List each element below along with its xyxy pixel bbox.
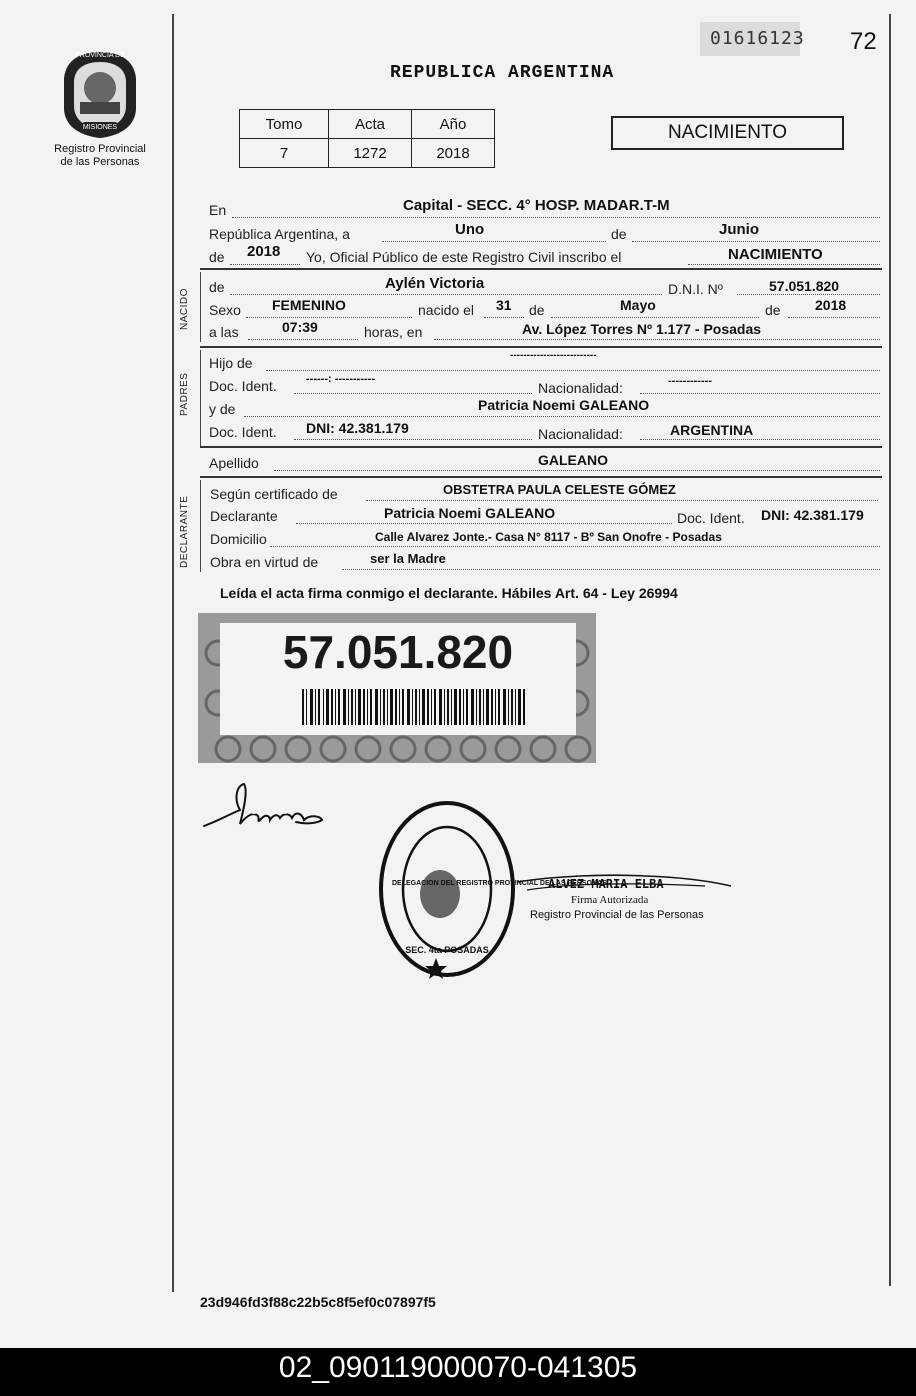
de-label-1: de — [611, 226, 627, 242]
registration-day: Uno — [455, 221, 485, 238]
birth-year: 2018 — [815, 297, 847, 313]
declarant-doc-label: Doc. Ident. — [677, 510, 745, 526]
en-label: En — [209, 202, 227, 218]
birth-month: Mayo — [620, 297, 656, 313]
registration-year: 2018 — [247, 243, 281, 260]
declarant-name: Patricia Noemi GALEANO — [384, 505, 556, 521]
child-name: Aylén Victoria — [385, 275, 485, 292]
mother-doc: DNI: 42.381.179 — [306, 420, 409, 436]
official-name: ALVEZ MARIA ELBA — [548, 877, 664, 891]
domicilio-label: Domicilio — [210, 531, 267, 547]
barcode — [302, 689, 526, 725]
logo-text-bottom: MISIONES — [82, 124, 118, 131]
apellido-value: GALEANO — [538, 452, 608, 468]
cert-label: Según certificado de — [210, 486, 338, 502]
dni-sticker — [198, 613, 596, 763]
de-label-3: de — [209, 279, 225, 295]
declarant-doc: DNI: 42.381.179 — [761, 507, 864, 523]
declarant-signature-text: Galeano — [250, 806, 288, 817]
padres-section-label: PADRES — [179, 372, 190, 416]
official-office: Registro Provincial de las Personas — [530, 909, 704, 921]
table-value-acta: 1272 — [329, 139, 412, 168]
certificate-issuer: OBSTETRA PAULA CELESTE GÓMEZ — [443, 482, 676, 497]
mother-doc-label: Doc. Ident. — [209, 424, 277, 440]
table-value-tomo: 7 — [240, 139, 329, 168]
file-id: 02_090119000070-041305 — [278, 1351, 638, 1384]
father-nationality: ------------ — [668, 375, 712, 387]
nacido-section-label: NACIDO — [179, 288, 190, 330]
hijo-de-label: Hijo de — [209, 355, 253, 371]
republica-label: República Argentina, a — [209, 226, 350, 242]
declarante-section-label: DECLARANTE — [179, 495, 190, 568]
stamp-outer-text: DELEGACION DEL REGISTRO PROVINCIAL DE LAS PERSONAS — [392, 880, 607, 887]
de-label-2: de — [209, 249, 225, 265]
father-doc: ------: ----------- — [306, 373, 375, 385]
de-label-4: de — [529, 302, 545, 318]
table-header-acta: Acta — [329, 110, 412, 139]
serial-number: 01616123 — [710, 28, 805, 49]
child-sex: FEMENINO — [272, 297, 346, 313]
act-type-box: NACIMIENTO — [611, 116, 844, 150]
birth-day: 31 — [496, 297, 512, 313]
official-title: Firma Autorizada — [571, 894, 649, 906]
father-name: -------------------------- — [510, 350, 597, 361]
sticker-dni-number: 57.051.820 — [282, 626, 514, 678]
logo-text-top: PROVINCIA DE — [75, 52, 125, 59]
left-margin-line — [172, 14, 174, 1292]
mother-nationality: ARGENTINA — [670, 422, 754, 438]
y-de-label: y de — [209, 401, 236, 417]
page-number: 72 — [850, 28, 877, 55]
declarante-label: Declarante — [210, 508, 278, 524]
document-hash: 23d946fd3f88c22b5c8f5ef0c07897f5 — [200, 1294, 436, 1310]
closing-statement: Leída el acta firma conmigo el declarante. Hábiles Art. 64 - Ley 26994 — [220, 585, 678, 601]
obra-label: Obra en virtud de — [210, 554, 319, 570]
registration-place: Capital - SECC. 4° HOSP. MADAR.T-M — [403, 197, 670, 214]
table-value-ano: 2018 — [412, 139, 495, 168]
child-dni: 57.051.820 — [769, 278, 840, 294]
de-label-5: de — [765, 302, 781, 318]
obra-value: ser la Madre — [370, 551, 446, 566]
office-line-2: de las Personas — [60, 156, 140, 168]
birth-time: 07:39 — [282, 319, 318, 335]
horas-label: horas, en — [364, 324, 423, 340]
table-header-ano: Año — [412, 110, 495, 139]
father-doc-label: Doc. Ident. — [209, 378, 277, 394]
sexo-label: Sexo — [209, 302, 241, 318]
mother-name: Patricia Noemi GALEANO — [478, 397, 650, 413]
father-nat-label: Nacionalidad: — [538, 380, 623, 396]
declarant-address: Calle Alvarez Jonte.- Casa N° 8117 - Bº San Onofre - Posadas — [375, 530, 722, 544]
dni-label: D.N.I. Nº — [668, 281, 723, 297]
office-line-1: Registro Provincial — [54, 143, 146, 155]
right-margin-line — [889, 14, 891, 1286]
oficial-text: Yo, Oficial Público de este Registro Civil inscribo el — [306, 249, 622, 265]
country-title: REPUBLICA ARGENTINA — [390, 63, 615, 83]
registry-table — [239, 109, 495, 168]
table-header-tomo: Tomo — [240, 110, 329, 139]
office-name — [40, 143, 160, 169]
apellido-label: Apellido — [209, 455, 259, 471]
alas-label: a las — [209, 324, 239, 340]
registration-month: Junio — [719, 221, 759, 238]
stamp-inner-text: SEC. 4ta POSADAS — [405, 945, 489, 955]
mother-nat-label: Nacionalidad: — [538, 426, 623, 442]
nacido-el-label: nacido el — [418, 302, 475, 318]
birth-place: Av. López Torres Nº 1.177 - Posadas — [522, 321, 762, 337]
act-inscribed: NACIMIENTO — [728, 246, 823, 263]
